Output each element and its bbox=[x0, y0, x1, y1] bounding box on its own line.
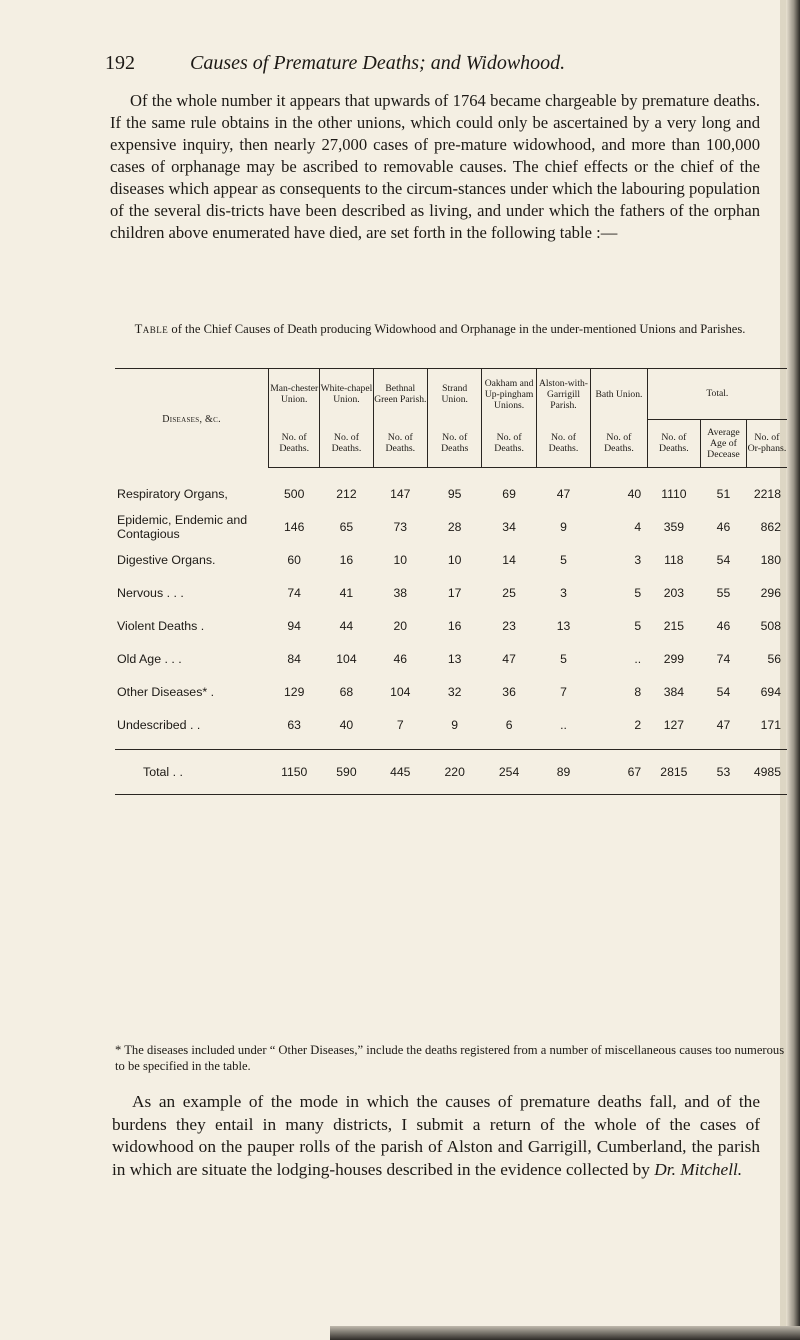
table-cell: 4985 bbox=[746, 750, 787, 795]
table-cell: 46 bbox=[716, 520, 731, 534]
table-cell: 2218 bbox=[753, 487, 781, 501]
closing-paragraph bbox=[112, 1091, 760, 1181]
table-cell: 104 bbox=[390, 685, 411, 699]
table-cell: 34 bbox=[502, 520, 516, 534]
table-cell: 16 bbox=[447, 619, 462, 633]
table-cell: 7 bbox=[396, 718, 404, 732]
table-row bbox=[115, 709, 787, 742]
table-cell: .. bbox=[634, 652, 642, 666]
intro-paragraph: Of the whole number it appears that upwards of 1764 became chargeable by premature deaths. If the same rule obtains in the other unions, which could only be ascertained by a very long and expensive inquiry, then nearly 27,000 cases of pre-mature widowhood, and more than 100,000 cases of orphanage may be ascribed to removable causes. The chief effects or the chief of the diseases which appear as consequents to the circum-stances under which the labouring population of the several dis-tricts have been described as living, and under which the fathers of the orphan children above enumerated have died, are set forth in the following table :— bbox=[110, 91, 760, 242]
deaths-label: No. of Deaths. bbox=[373, 419, 427, 468]
row-label: Other Diseases* . bbox=[117, 685, 215, 699]
table-cell: 220 bbox=[428, 750, 482, 795]
table-cell: 47 bbox=[716, 718, 731, 732]
table-cell: 104 bbox=[336, 652, 357, 666]
closing-author: Dr. Mitchell. bbox=[654, 1159, 743, 1179]
table-cell: 73 bbox=[393, 520, 408, 534]
table-cell: 694 bbox=[760, 685, 781, 699]
deaths-label: No. of Deaths bbox=[428, 419, 482, 468]
table-cell: 47 bbox=[502, 652, 516, 666]
table-header-row bbox=[115, 369, 787, 420]
table-cell: 32 bbox=[447, 685, 462, 699]
table-cell: 10 bbox=[393, 553, 408, 567]
table-cell: 60 bbox=[287, 553, 301, 567]
table-cell: 89 bbox=[536, 750, 590, 795]
table-cell: 38 bbox=[393, 586, 408, 600]
deaths-label: No. of Deaths. bbox=[591, 419, 648, 468]
table-caption bbox=[115, 321, 765, 337]
table-cell: 94 bbox=[287, 619, 301, 633]
table-cell: 20 bbox=[393, 619, 408, 633]
table-cell: 8 bbox=[634, 685, 642, 699]
table-cell: 4 bbox=[634, 520, 642, 534]
table-cell: 129 bbox=[284, 685, 305, 699]
table-cell: 65 bbox=[339, 520, 354, 534]
deaths-label: No. of Deaths. bbox=[536, 419, 590, 468]
row-label: Respiratory Organs, bbox=[117, 487, 228, 501]
page-number: 192 bbox=[105, 52, 135, 74]
deaths-label: No. of Deaths. bbox=[482, 419, 536, 468]
table-cell: 67 bbox=[591, 750, 648, 795]
table-cell: 44 bbox=[339, 619, 354, 633]
union-header: Alston-with-Garrigill Parish. bbox=[536, 369, 590, 420]
table-cell: 6 bbox=[505, 718, 513, 732]
table-caption-text: of the Chief Causes of Death producing Widowhood and Orphanage in the under-mentioned Unions and Parishes. bbox=[171, 322, 746, 336]
table-cell: 296 bbox=[760, 586, 781, 600]
table-cell: 180 bbox=[760, 553, 781, 567]
table-cell: 41 bbox=[339, 586, 354, 600]
table-cell: 3 bbox=[560, 586, 567, 600]
table-row bbox=[115, 511, 787, 544]
footnote: * The diseases included under “ Other Diseases,” include the deaths registered from a number of miscellaneous causes too numerous to be specified in the table. bbox=[115, 1043, 785, 1073]
table-cell: 54 bbox=[716, 553, 731, 567]
table-cell: 10 bbox=[447, 553, 462, 567]
table-row bbox=[115, 577, 787, 610]
table-cell: 13 bbox=[447, 652, 462, 666]
table-cell: 28 bbox=[447, 520, 462, 534]
table-row bbox=[115, 643, 787, 676]
table-cell: 16 bbox=[339, 553, 354, 567]
table-cell: 203 bbox=[663, 586, 685, 600]
total-header: Total. bbox=[647, 369, 787, 420]
table-cell: 5 bbox=[634, 586, 642, 600]
table-row bbox=[115, 544, 787, 577]
table-cell: 508 bbox=[760, 619, 781, 633]
table-cell: 84 bbox=[287, 652, 301, 666]
table-cell: 3 bbox=[634, 553, 642, 567]
table-cell: 5 bbox=[560, 652, 567, 666]
row-label: Old Age . . . bbox=[117, 652, 182, 666]
table-cell: 95 bbox=[447, 487, 462, 501]
table-cell: 63 bbox=[287, 718, 301, 732]
row-label: Total . . bbox=[115, 750, 269, 795]
table-cell: 171 bbox=[760, 718, 781, 732]
table-cell: 23 bbox=[502, 619, 516, 633]
table-cell: 7 bbox=[560, 685, 567, 699]
page-bottom-shadow bbox=[330, 1326, 800, 1340]
closing-text: As an example of the mode in which the causes of premature deaths fall, and of the burdens they entail in many districts, I submit a return of the whole of the cases of widowhood on the pauper rolls of the parish of Alston and Garrigill, Cumberland, the parish in which are situate the lodging-houses described in the evidence collected by bbox=[112, 1092, 760, 1179]
table-cell: 74 bbox=[716, 652, 731, 666]
deaths-label: No. of Deaths. bbox=[320, 419, 373, 468]
table-row bbox=[115, 610, 787, 643]
table-total-row bbox=[115, 750, 787, 795]
average-age-header: Average Age of Decease bbox=[701, 419, 747, 468]
table-cell: 127 bbox=[663, 718, 685, 732]
table-cell: .. bbox=[560, 718, 567, 732]
table-row bbox=[115, 478, 787, 511]
table-cell: 54 bbox=[716, 685, 731, 699]
table-cell: 215 bbox=[663, 619, 685, 633]
table-cell: 36 bbox=[502, 685, 516, 699]
union-header: Strand Union. bbox=[428, 369, 482, 420]
union-header: Man-chester Union. bbox=[269, 369, 320, 420]
table-cell: 68 bbox=[339, 685, 354, 699]
table-cell: 1110 bbox=[661, 487, 687, 501]
table-cell: 500 bbox=[284, 487, 305, 501]
orphans-header: No. of Or-phans. bbox=[746, 419, 787, 468]
table-cell: 862 bbox=[760, 520, 781, 534]
table-cell: 299 bbox=[663, 652, 685, 666]
table-row bbox=[115, 676, 787, 709]
table-cell: 13 bbox=[556, 619, 571, 633]
row-label: Digestive Organs. bbox=[117, 553, 216, 567]
table-cell: 40 bbox=[627, 487, 642, 501]
page-edge-shadow bbox=[786, 0, 800, 1340]
total-deaths-header: No. of Deaths. bbox=[647, 419, 700, 468]
table-cell: 359 bbox=[663, 520, 685, 534]
table-cell: 384 bbox=[663, 685, 685, 699]
table-cell: 2 bbox=[634, 718, 642, 732]
table-cell: 69 bbox=[502, 487, 516, 501]
running-header bbox=[105, 52, 765, 75]
causes-of-death-table bbox=[115, 368, 787, 795]
row-label: Epidemic, Endemic and Contagious bbox=[117, 513, 248, 541]
table-cell: 25 bbox=[502, 586, 516, 600]
table-cell: 74 bbox=[287, 586, 301, 600]
table-cell: 46 bbox=[393, 652, 408, 666]
table-cell: 56 bbox=[767, 652, 781, 666]
table-cell: 254 bbox=[482, 750, 536, 795]
union-header: Oakham and Up-pingham Unions. bbox=[482, 369, 536, 420]
table-cell: 9 bbox=[451, 718, 459, 732]
row-label: Nervous . . . bbox=[117, 586, 184, 600]
table-cell: 53 bbox=[701, 750, 747, 795]
table-cell: 47 bbox=[556, 487, 571, 501]
table-cell: 2815 bbox=[647, 750, 700, 795]
table-cell: 5 bbox=[560, 553, 567, 567]
table-cell: 9 bbox=[560, 520, 567, 534]
row-label: Undescribed . . bbox=[117, 718, 201, 732]
table-cell: 14 bbox=[502, 553, 516, 567]
table-cell: 17 bbox=[447, 586, 462, 600]
deaths-label: No. of Deaths. bbox=[269, 419, 320, 468]
table-cell: 146 bbox=[284, 520, 305, 534]
table-cell: 55 bbox=[716, 586, 731, 600]
table-cell: 590 bbox=[320, 750, 373, 795]
diseases-header: Diseases, &c. bbox=[162, 414, 221, 426]
union-header: Bethnal Green Parish. bbox=[373, 369, 427, 420]
table-cell: 40 bbox=[339, 718, 354, 732]
table-caption-lead: Table bbox=[134, 322, 169, 336]
table-cell: 5 bbox=[634, 619, 642, 633]
table-cell: 445 bbox=[373, 750, 427, 795]
table-cell: 212 bbox=[336, 487, 357, 501]
table-cell: 147 bbox=[390, 487, 411, 501]
union-header: Bath Union. bbox=[591, 369, 648, 420]
row-label: Violent Deaths . bbox=[117, 619, 205, 633]
running-title: Causes of Premature Deaths; and Widowhood. bbox=[190, 52, 566, 74]
union-header: White-chapel Union. bbox=[320, 369, 373, 420]
table-cell: 118 bbox=[664, 553, 684, 567]
table-cell: 46 bbox=[716, 619, 731, 633]
table-body bbox=[115, 478, 787, 750]
table-cell: 51 bbox=[716, 487, 731, 501]
table-cell: 1150 bbox=[269, 750, 320, 795]
